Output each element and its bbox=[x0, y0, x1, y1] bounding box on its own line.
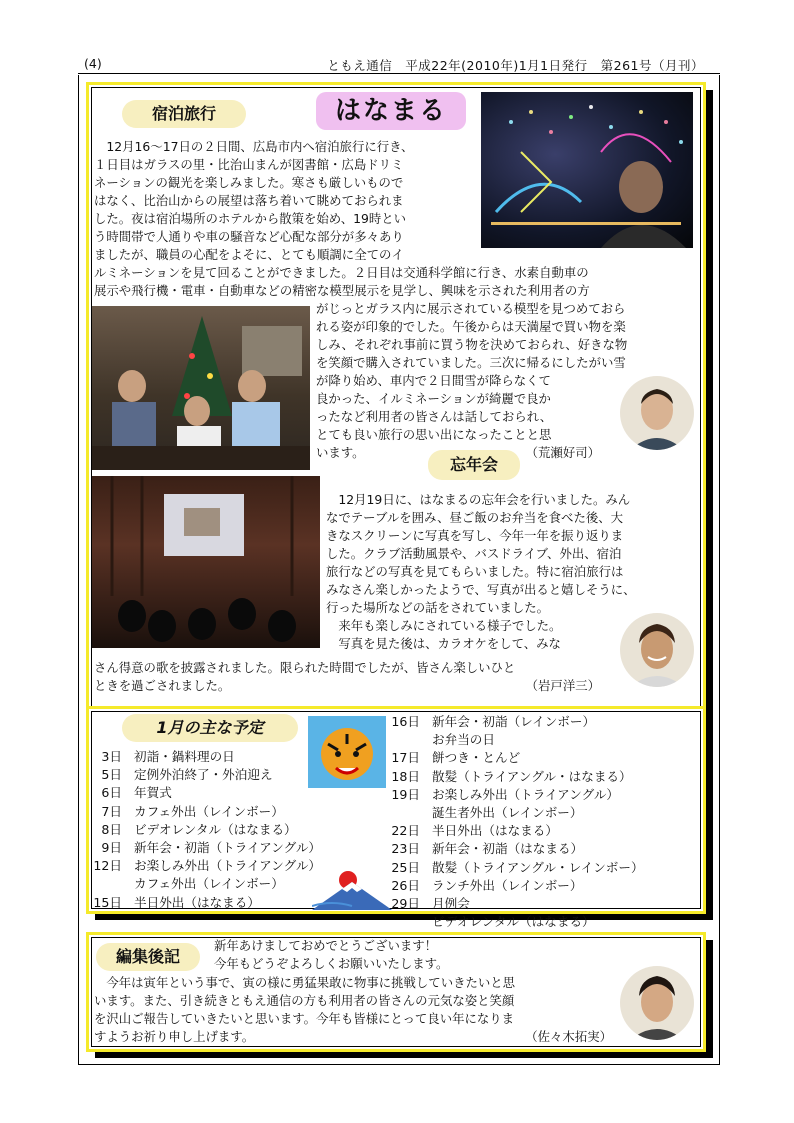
page-header bbox=[78, 56, 718, 74]
schedule-row: 18日 散髪（トライアングル・はなまる） bbox=[391, 768, 632, 784]
text-line: はなく、比治山からの展望は落ち着いて眺めておられま bbox=[94, 193, 404, 208]
text-line: 展示や飛行機・電車・自動車などの精密な模型展示を見学し、興味を示された利用者の方 bbox=[94, 283, 590, 298]
text-line: ルミネーションを見て回ることができました。２日目は交通科学館に行き、水素自動車の bbox=[94, 265, 589, 280]
party-author: （岩戸洋三） bbox=[525, 678, 600, 693]
page-number: (4) bbox=[84, 56, 102, 71]
text-line: 旅行などの写真を見てもらいました。特に宿泊旅行は bbox=[326, 564, 624, 579]
schedule-title: 1月の主な予定 bbox=[122, 714, 298, 742]
schedule-row: 12日 お楽しみ外出（トライアングル） bbox=[93, 858, 322, 874]
text-line: を沢山ご報告していきたいと思います。今年も皆様にとって良い年になりま bbox=[94, 1011, 515, 1026]
schedule-right bbox=[388, 713, 704, 931]
schedule-row: 7日 カフェ外出（レインボー） bbox=[101, 803, 284, 819]
text-line: ときを過ごされました。 bbox=[94, 678, 231, 693]
travel-tag: 宿泊旅行 bbox=[122, 100, 246, 128]
schedule-row: 22日 半日外出（はなまる） bbox=[391, 823, 558, 839]
schedule-row: 17日 餅つき・とんど bbox=[391, 750, 521, 766]
travel-text-b bbox=[94, 264, 704, 300]
header-divider bbox=[78, 73, 720, 74]
schedule-row: 誕生者外出（レインボー） bbox=[432, 805, 583, 821]
schedule-row: 6日 年賀式 bbox=[101, 785, 172, 801]
schedule-row: 19日 お楽しみ外出（トライアングル） bbox=[391, 786, 620, 802]
schedule-row: 5日 定例外泊終了・外泊迎え bbox=[101, 767, 273, 783]
text-line: 12月16〜17日の２日間、広島市内へ宿泊旅行に行き、 bbox=[94, 139, 414, 154]
text-line: 行った場所などの話をされていました。 bbox=[326, 600, 550, 615]
text-line: さん得意の歌を披露されました。限られた時間でしたが、皆さん楽しいひと bbox=[94, 660, 516, 675]
text-line: ましたが、職員の心配をよそに、とても順調に全てのイ bbox=[94, 247, 404, 262]
text-line: れる姿が印象的でした。午後からは天満屋で買い物を楽 bbox=[316, 319, 626, 334]
text-line: 来年も楽しみにされている様子でした。 bbox=[326, 618, 562, 633]
text-line: した。夜は宿泊場所のホテルから散策を始め、19時とい bbox=[94, 211, 407, 226]
text-line: １日目はガラスの里・比治山まんが図書館・広島ドリミ bbox=[94, 157, 404, 172]
text-line: う時間帯で人通りや車の騒音など心配な部分が多々あり bbox=[94, 229, 404, 244]
text-line: 新年あけましておめでとうございます！ bbox=[214, 938, 438, 953]
hotel-lobby-photo bbox=[92, 306, 310, 470]
text-line: きなスクリーンに写真を写し、今年一年を振り返りま bbox=[326, 528, 624, 543]
schedule-row: 16日 新年会・初詣（レインボー） bbox=[391, 714, 596, 729]
text-line: います。 bbox=[316, 445, 365, 460]
schedule-row: 26日 ランチ外出（レインボー） bbox=[391, 877, 583, 893]
schedule-row: 8日 ビデオレンタル（はなまる） bbox=[101, 821, 297, 837]
party-tag: 忘年会 bbox=[428, 450, 520, 480]
text-line: なでテーブルを囲み、昼ご飯のお弁当を食べた後、大 bbox=[326, 510, 624, 525]
text-line: とても良い旅行の思い出になったことと思 bbox=[316, 427, 552, 442]
text-line: います。また、引き続きともえ通信の方も利用者の皆さんの元気な姿と笑顔 bbox=[94, 993, 515, 1008]
mount-fuji-illustration bbox=[312, 866, 392, 910]
text-line: すようお祈り申し上げます。 bbox=[94, 1029, 255, 1044]
illumination-photo bbox=[481, 92, 693, 248]
hanamaru-title: はなまる bbox=[316, 92, 466, 130]
travel-author: （荒瀬好司） bbox=[525, 445, 600, 460]
schedule-row: ビデオレンタル（はなまる） bbox=[432, 914, 595, 930]
schedule-row: カフェ外出（レインボー） bbox=[134, 876, 284, 892]
editor-greeting bbox=[214, 937, 614, 973]
travel-text-c bbox=[316, 300, 704, 372]
text-line: ったなど利用者の皆さんは話しておられ、 bbox=[316, 409, 553, 424]
author-portrait-arase bbox=[620, 376, 694, 450]
text-line: しみ、それぞれ事前に買う物を決めておられ、好きな物 bbox=[316, 337, 628, 352]
text-line: ネーションの観光を楽しみました。寒さも厳しいもので bbox=[94, 175, 404, 190]
newsletter-title: ともえ通信 平成22年(2010年)1月1日発行 第261号（月刊） bbox=[327, 58, 704, 73]
schedule-row: 15日 半日外出（はなまる） bbox=[93, 894, 260, 910]
schedule-row: 23日 新年会・初詣（はなまる） bbox=[391, 841, 584, 857]
text-line: みなさん楽しかったようで、写真が出ると嬉しそうに、 bbox=[326, 582, 636, 597]
text-line: がじっとガラス内に展示されている模型を見つめておら bbox=[316, 301, 626, 316]
schedule-row: 9日 新年会・初詣（トライアングル） bbox=[101, 840, 322, 856]
text-line: 今年は寅年という事で、寅の様に勇猛果敢に物事に挑戦していきたいと思 bbox=[94, 975, 516, 990]
text-line: を笑顔で購入されていました。三次に帰るにしたがい雪 bbox=[316, 355, 626, 370]
schedule-row: 29日 月例会 bbox=[391, 896, 470, 912]
travel-text-a bbox=[94, 138, 480, 264]
editor-tag: 編集後記 bbox=[96, 943, 200, 971]
editor-author: （佐々木拓実） bbox=[525, 1029, 612, 1044]
party-screen-photo bbox=[92, 476, 320, 648]
text-line: 良かった、イルミネーションが綺麗で良か bbox=[316, 391, 551, 406]
text-line: した。クラブ活動風景や、バスドライブ、外出、宿泊 bbox=[326, 546, 622, 561]
text-line: 写真を見た後は、カラオケをして、みな bbox=[326, 636, 561, 651]
schedule-row: 3日 初詣・鍋料理の日 bbox=[101, 749, 235, 764]
schedule-row: お弁当の日 bbox=[432, 732, 495, 748]
schedule-row: 25日 散髪（トライアングル・レインボー） bbox=[391, 859, 644, 875]
text-line: 今年もどうぞよろしくお願いいたします。 bbox=[214, 956, 449, 971]
author-portrait-iwato bbox=[620, 613, 694, 687]
author-portrait-sasaki bbox=[620, 966, 694, 1040]
text-line: が降り始め、車内で２日間雪が降らなくて bbox=[316, 373, 551, 388]
text-line: 12月19日に、はなまるの忘年会を行いました。みん bbox=[326, 492, 631, 507]
